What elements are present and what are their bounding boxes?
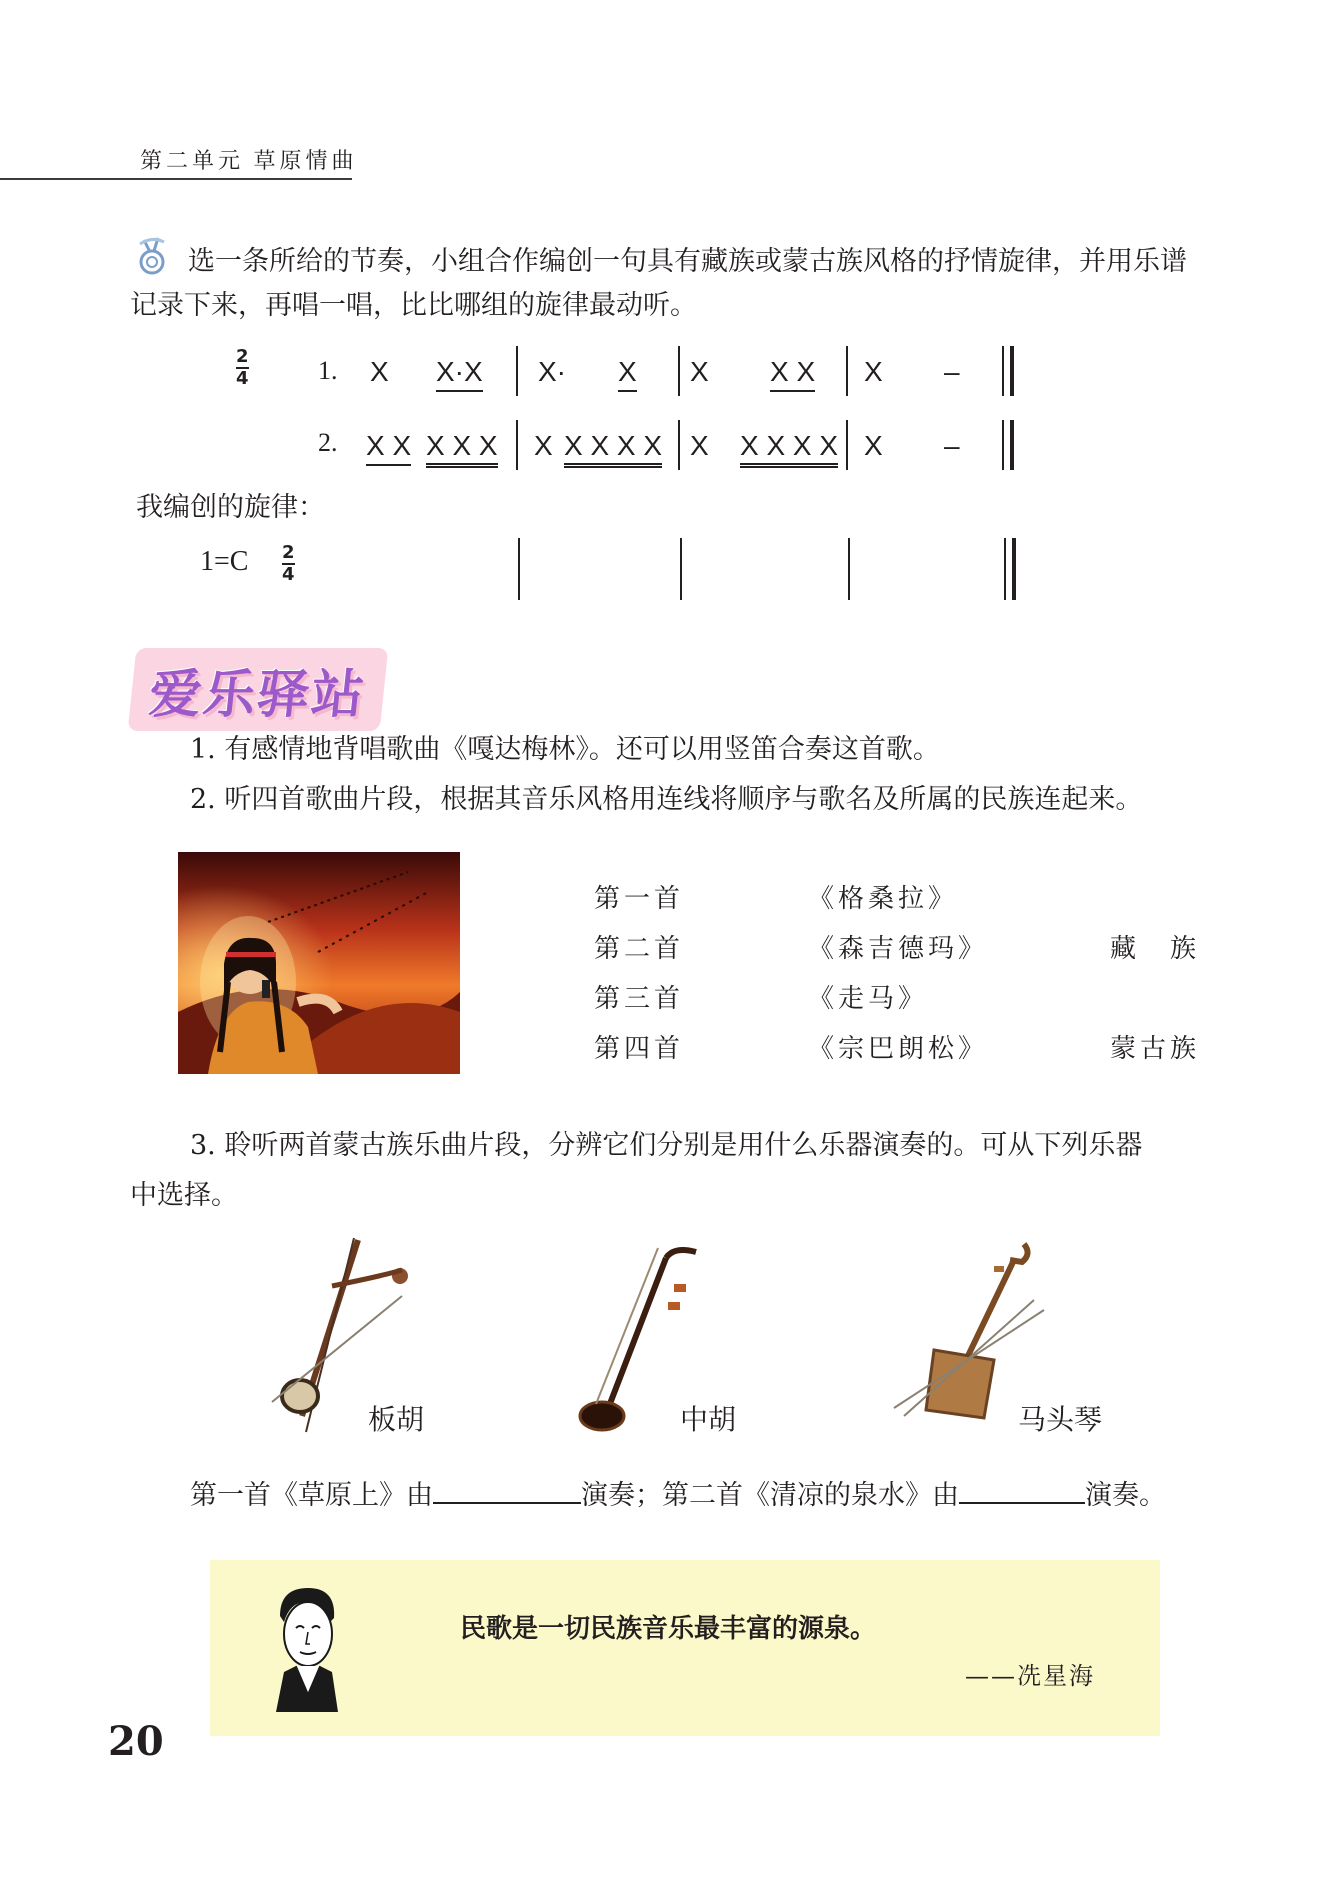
item-2: 2. 听四首歌曲片段，根据其音乐风格用连线将顺序与歌名及所属的民族连起来。 — [190, 784, 1143, 815]
r1-m4a: X — [864, 356, 883, 387]
song-2: 《森吉德玛》 — [808, 934, 989, 964]
r2-m3a: X — [690, 430, 709, 461]
activity-line-1: 选一条所给的节奏，小组合作编创一句具有藏族或蒙古族风格的抒情旋律，并用乐谱 — [188, 246, 1187, 277]
r2-m4b: – — [944, 430, 960, 461]
r1-m4b: – — [944, 356, 960, 387]
activity-line-2: 记录下来，再唱一唱，比比哪组的旋律最动听。 — [130, 290, 697, 321]
order-1: 第一首 — [594, 884, 685, 914]
fill-sentence — [190, 1474, 1166, 1518]
item-3-line-2: 中选择。 — [130, 1180, 238, 1211]
barline — [678, 346, 680, 396]
unit-title: 第二单元 草原情曲 — [140, 148, 358, 173]
empty-barline — [680, 538, 682, 600]
instrument-banhu: 板胡 — [368, 1403, 425, 1436]
barline — [846, 346, 848, 396]
barline — [678, 420, 680, 470]
barline — [516, 346, 518, 396]
fill-part-1: 第一首《草原上》由 — [190, 1480, 433, 1511]
rhythm-1-number: 1. — [318, 356, 338, 385]
song-3: 《走马》 — [808, 984, 929, 1014]
r1-m2b: X — [618, 356, 637, 392]
end-barline — [1002, 346, 1014, 396]
singer-photo — [178, 852, 460, 1074]
quote-author: ——冼星海 — [965, 1662, 1095, 1690]
composition-label: 我编创的旋律： — [136, 492, 325, 523]
composition-time-signature: 2 4 — [282, 542, 295, 585]
r1-m3a: X — [690, 356, 709, 387]
r2-m1a: X X — [366, 430, 411, 466]
item-1: 1. 有感情地背唱歌曲《嘎达梅林》。还可以用竖笛合奏这首歌。 — [190, 734, 940, 765]
order-3: 第三首 — [594, 984, 685, 1014]
r1-m3b: X X — [770, 356, 815, 392]
fill-part-3: 演奏。 — [1085, 1480, 1166, 1511]
instrument-matouqin: 马头琴 — [1018, 1403, 1103, 1436]
quote-box — [210, 1560, 1160, 1736]
ethnic-mongolian: 蒙古族 — [1110, 1034, 1201, 1064]
barline — [516, 420, 518, 470]
r1-m1a: X — [370, 356, 389, 387]
barline — [846, 420, 848, 470]
composer-portrait — [266, 1582, 346, 1714]
ethnic-tibetan: 藏 族 — [1110, 934, 1201, 964]
empty-barline — [848, 538, 850, 600]
header-rule — [0, 178, 352, 180]
song-1: 《格桑拉》 — [808, 884, 959, 914]
answer-blank-1[interactable] — [433, 1474, 581, 1504]
rhythm-2-number: 2. — [318, 428, 338, 457]
time-signature: 2 4 — [236, 346, 249, 389]
answer-blank-2[interactable] — [959, 1474, 1085, 1504]
r1-m2a: X· — [538, 356, 566, 387]
r2-m3b: X X X X — [740, 430, 838, 468]
instrument-zhonghu: 中胡 — [680, 1403, 737, 1436]
r2-m4a: X — [864, 430, 883, 461]
empty-end-barline — [1004, 538, 1016, 600]
page-number: 20 — [108, 1718, 164, 1765]
empty-barline — [518, 538, 520, 600]
song-4: 《宗巴朗松》 — [808, 1034, 989, 1064]
r1-m1b: X·X — [436, 356, 483, 392]
quote-text: 民歌是一切民族音乐最丰富的源泉。 — [460, 1614, 877, 1644]
fill-part-2: 演奏；第二首《清凉的泉水》由 — [581, 1480, 959, 1511]
horn-icon — [130, 234, 174, 278]
r2-m1b: X X X — [426, 430, 498, 468]
item-3-line-1: 3. 聆听两首蒙古族乐曲片段，分辨它们分别是用什么乐器演奏的。可从下列乐器 — [190, 1130, 1143, 1161]
section-title: 爱乐驿站 — [128, 648, 389, 731]
order-4: 第四首 — [594, 1034, 685, 1064]
order-2: 第二首 — [594, 934, 685, 964]
r2-m2b: X X X X — [564, 430, 662, 468]
end-barline — [1002, 420, 1014, 470]
r2-m2a: X — [534, 430, 553, 461]
key-signature: 1=C — [200, 546, 249, 577]
